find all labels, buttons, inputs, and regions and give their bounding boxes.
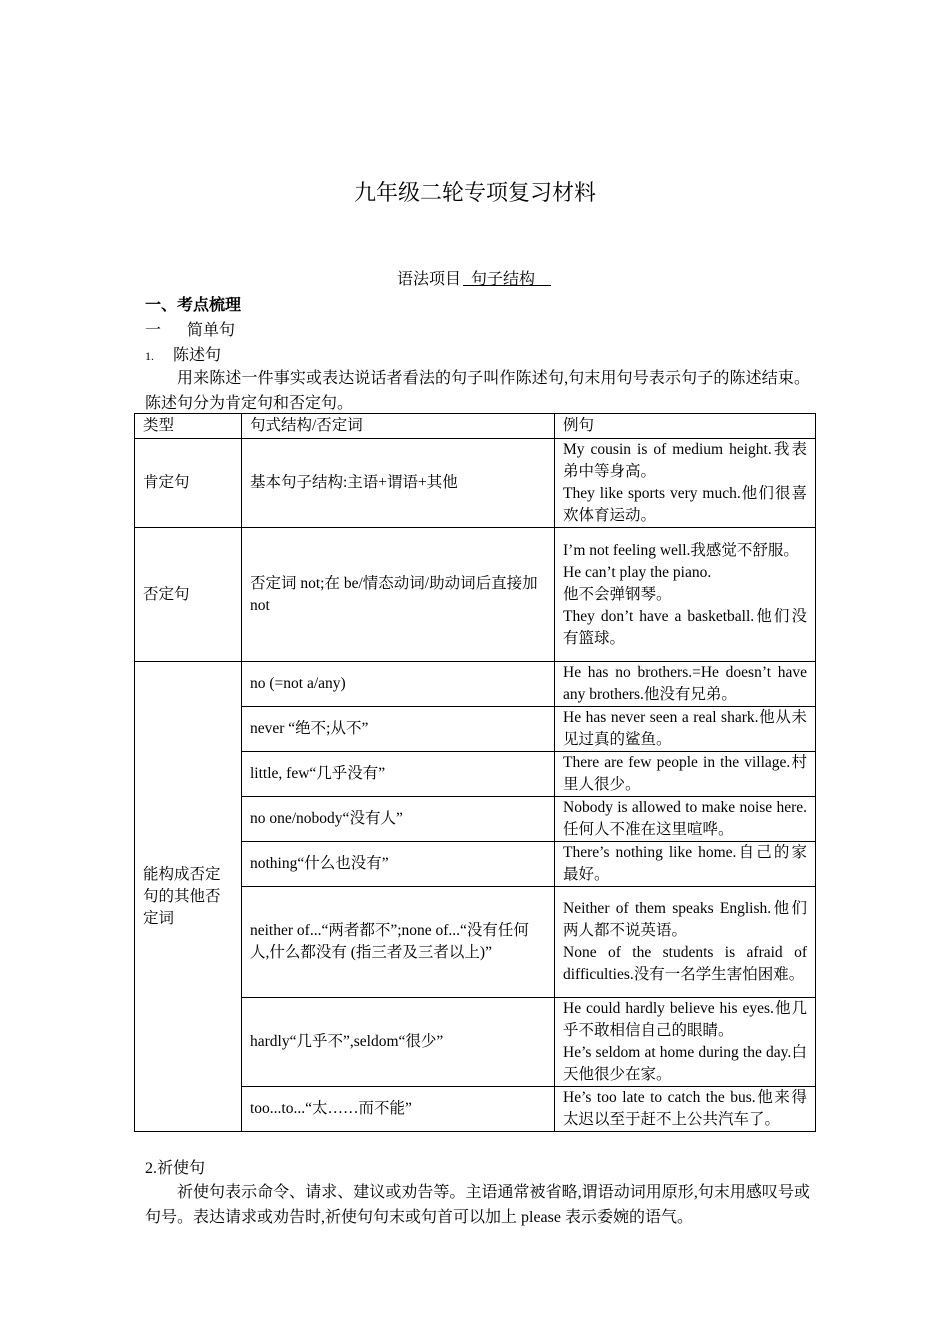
type-cell: 肯定句 <box>135 439 242 528</box>
header-example: 例句 <box>555 414 816 439</box>
example-cell <box>555 797 816 842</box>
table-row <box>135 439 816 528</box>
structure-cell: 基本句子结构:主语+谓语+其他 <box>242 439 555 528</box>
type-cell: 否定句 <box>135 528 242 662</box>
structure-cell: 否定词 not;在 be/情态动词/助动词后直接加 not <box>242 528 555 662</box>
subsection-label: 简单句 <box>187 322 236 339</box>
example-cell <box>555 752 816 797</box>
example-cell <box>555 662 816 707</box>
header-structure: 句式结构/否定词 <box>242 414 555 439</box>
structure-cell: too...to...“太……而不能” <box>242 1087 555 1132</box>
example-cell <box>555 439 816 528</box>
structure-cell: neither of...“两者都不”;none of...“没有任何人,什么都没有 (指三者及三者以上)” <box>242 887 555 998</box>
sentence-type-table <box>134 413 816 1132</box>
table-row <box>135 528 816 662</box>
example-text: He has never seen a real shark.他从未见过真的鲨鱼。 <box>563 709 807 748</box>
subsection-number: 一 <box>145 322 162 339</box>
item-heading <box>145 342 221 365</box>
example-text: 他不会弹钢琴。 <box>563 585 672 603</box>
table-header-row <box>135 414 816 439</box>
example-text: He could hardly believe his eyes.他几乎不敢相信自己的眼睛。 <box>563 1000 807 1039</box>
example-cell <box>555 842 816 887</box>
subtitle-topic: 句子结构 <box>471 271 536 288</box>
structure-cell: little, few“几乎没有” <box>242 752 555 797</box>
example-text: He can’t play the piano. <box>563 563 712 581</box>
item-number: 1. <box>145 349 154 363</box>
structure-cell: no (=not a/any) <box>242 662 555 707</box>
structure-cell: nothing“什么也没有” <box>242 842 555 887</box>
structure-cell: hardly“几乎不”,seldom“很少” <box>242 998 555 1087</box>
example-text: He’s seldom at home during the day.白天他很少在家。 <box>563 1044 807 1083</box>
item-description: 祈使句表示命令、请求、建议或劝告等。主语通常被省略,谓语动词用原形,句末用感叹号或句号。表达请求或劝告时,祈使句句末或句首可以加上 please 表示委婉的语气。 <box>145 1184 810 1226</box>
example-text: None of the students is afraid of difficulties.没有一名学生害怕困难。 <box>563 944 807 983</box>
example-cell <box>555 707 816 752</box>
example-text: He’s too late to catch the bus.他来得太迟以至于赶不上公共汽车了。 <box>563 1089 807 1128</box>
example-cell <box>555 1087 816 1132</box>
type-cell: 能构成否定句的其他否定词 <box>135 662 242 1132</box>
example-text: Nobody is allowed to make noise here.任何人不准在这里喧哗。 <box>563 799 807 838</box>
example-text: There’s nothing like home.自己的家最好。 <box>563 844 807 883</box>
item-label: 陈述句 <box>173 347 222 364</box>
example-cell <box>555 887 816 998</box>
item-heading: 2.祈使句 <box>145 1160 206 1177</box>
document-title: 九年级二轮专项复习材料 <box>353 180 596 205</box>
example-text: Neither of them speaks English.他们两人都不说英语。 <box>563 900 807 939</box>
example-cell <box>555 998 816 1087</box>
example-text: There are few people in the village.村里人很少。 <box>563 754 807 793</box>
example-cell <box>555 528 816 662</box>
structure-cell: never “绝不;从不” <box>242 707 555 752</box>
item-description: 用来陈述一件事实或表达说话者看法的句子叫作陈述句,句末用句号表示句子的陈述结束。陈述句分为肯定句和否定句。 <box>145 370 810 412</box>
section-heading: 一、考点梳理 <box>145 297 242 314</box>
table-row <box>135 662 816 707</box>
example-text: They like sports very much.他们很喜欢体育运动。 <box>563 485 807 524</box>
example-text: I’m not feeling well.我感觉不舒服。 <box>563 541 799 559</box>
example-text: He has no brothers.=He doesn’t have any brothers.他没有兄弟。 <box>563 664 807 703</box>
subsection-heading <box>145 317 235 340</box>
structure-cell: no one/nobody“没有人” <box>242 797 555 842</box>
document-subtitle <box>0 266 950 289</box>
example-text: My cousin is of medium height.我表弟中等身高。 <box>563 441 807 480</box>
example-text: They don’t have a basketball.他们没有篮球。 <box>563 607 807 647</box>
subtitle-prefix: 语法项目 <box>396 271 461 288</box>
header-type: 类型 <box>135 414 242 439</box>
